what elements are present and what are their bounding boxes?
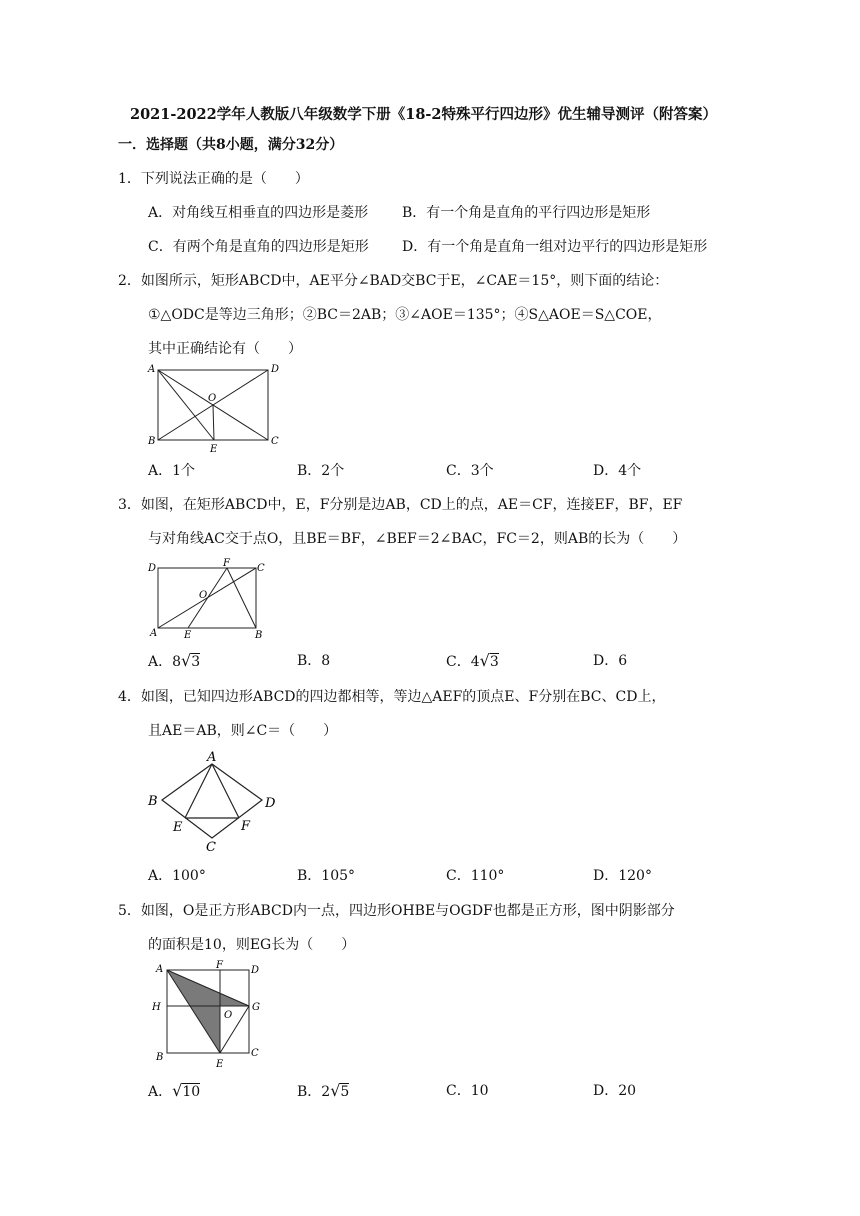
q5-option-a: [148, 1082, 200, 1101]
q5-option-a-prefix: A．: [148, 1084, 173, 1100]
q5-label-h: H: [152, 1002, 161, 1013]
q1-option-b: B．有一个角是直角的平行四边形是矩形: [402, 205, 651, 221]
page-title: 2021-2022学年人教版八年级数学下册《18-2特殊平行四边形》优生辅导测评（附答案）: [130, 106, 718, 123]
q4-label-e: E: [173, 820, 183, 835]
q5-label-a: A: [156, 964, 164, 975]
q3-label-b: B: [255, 630, 263, 640]
q2-label-d: D: [271, 364, 280, 375]
section-heading: 一．选择题（共8小题，满分32分）: [118, 137, 344, 153]
q2-option-a: A．1个: [148, 463, 196, 479]
q2-option-d: D．4个: [593, 463, 642, 479]
q3-option-c-coef: C．4: [446, 654, 480, 670]
q1-option-d: D．有一个角是直角一组对边平行的四边形是矩形: [402, 239, 708, 255]
q5-option-b-radicand: 5: [340, 1084, 350, 1100]
q2-option-b: B．2个: [297, 463, 345, 479]
q3-option-a-radicand: 3: [191, 654, 201, 670]
q5-stem-line1: 5．如图，O是正方形ABCD内一点，四边形OHBE与OGDF也都是正方形，图中阴影部分: [118, 903, 675, 919]
q3-option-a: [148, 652, 200, 671]
q2-label-c: C: [271, 436, 279, 447]
q5-option-a-radicand: 10: [182, 1084, 201, 1100]
q3-label-d: D: [148, 563, 157, 574]
q1-stem: 1．下列说法正确的是（ ）: [118, 171, 309, 187]
q2-option-c: C．3个: [446, 463, 494, 479]
q3-option-d: D．6: [593, 653, 628, 669]
q1-option-c: C．有两个角是直角的四边形是矩形: [148, 239, 369, 255]
q4-label-c: C: [206, 840, 216, 855]
q3-stem-line1: 3．如图，在矩形ABCD中，E，F分别是边AB，CD上的点，AE＝CF，连接EF，BF，EF: [118, 497, 683, 513]
q5-label-d: D: [251, 965, 260, 976]
q5-option-d: D．20: [593, 1083, 637, 1099]
q4-label-a: A: [207, 750, 217, 765]
q5-option-b-coef: 2: [321, 1084, 331, 1100]
q5-square-figure: [140, 960, 275, 1072]
q2-stem-line1: 2．如图所示，矩形ABCD中，AE平分∠BAD交BC于E，∠CAE＝15°，则下面的结论：: [118, 273, 669, 289]
q4-option-b: B．105°: [297, 868, 356, 884]
q2-rectangle-figure: [140, 360, 290, 455]
q5-label-o: O: [224, 1010, 233, 1021]
q5-label-b: B: [156, 1052, 164, 1063]
sqrt-icon: √: [330, 1081, 341, 1100]
q2-stem-line3: 其中正确结论有（ ）: [148, 341, 302, 357]
q3-label-f: F: [223, 558, 230, 569]
q2-label-e: E: [210, 444, 218, 455]
q3-option-a-coef: A．8: [148, 654, 182, 670]
q5-stem-line2: 的面积是10，则EG长为（ ）: [148, 937, 356, 953]
q3-option-c-radicand: 3: [489, 654, 499, 670]
sqrt-icon: √: [181, 651, 192, 670]
q5-label-e: E: [216, 1059, 224, 1070]
q2-stem-line2: ①△ODC是等边三角形；②BC＝2AB；③∠AOE＝135°；④S△AOE＝S△COE，: [148, 307, 662, 323]
q3-rectangle-figure: [140, 558, 270, 640]
q2-label-o: O: [208, 393, 217, 404]
q5-option-c: C．10: [446, 1083, 489, 1099]
q4-stem-line2: 且AE＝AB，则∠C＝（ ）: [148, 723, 338, 739]
sqrt-icon: √: [172, 1081, 183, 1100]
q4-rhombus-figure: [140, 750, 290, 855]
q4-stem-line1: 4．如图，已知四边形ABCD的四边都相等，等边△AEF的顶点E、F分别在BC、CD上，: [118, 689, 666, 705]
sqrt-icon: √: [479, 651, 490, 670]
q4-option-d: D．120°: [593, 868, 652, 884]
q3-label-e: E: [184, 630, 192, 640]
q4-option-c: C．110°: [446, 868, 505, 884]
q4-option-a: A．100°: [148, 868, 206, 884]
q3-label-o: O: [199, 590, 208, 601]
q5-label-c: C: [251, 1048, 259, 1059]
q3-option-b: B．8: [297, 653, 331, 669]
q1-option-a: A．对角线互相垂直的四边形是菱形: [148, 205, 369, 221]
q3-label-c: C: [257, 563, 265, 574]
q5-option-b: [297, 1082, 349, 1101]
q4-label-b: B: [148, 794, 158, 809]
q3-option-c: [446, 652, 499, 671]
q2-label-b: B: [148, 436, 156, 447]
q3-stem-line2: 与对角线AC交于点O，且BE＝BF，∠BEF＝2∠BAC，FC＝2，则AB的长为（ ）: [148, 531, 687, 547]
q4-label-d: D: [265, 796, 276, 811]
q2-label-a: A: [148, 364, 156, 375]
q5-label-g: G: [252, 1002, 260, 1013]
q5-label-f: F: [216, 960, 223, 971]
q5-option-b-prefix: B．: [297, 1084, 322, 1100]
q4-label-f: F: [241, 819, 251, 834]
q3-label-a: A: [150, 628, 158, 639]
